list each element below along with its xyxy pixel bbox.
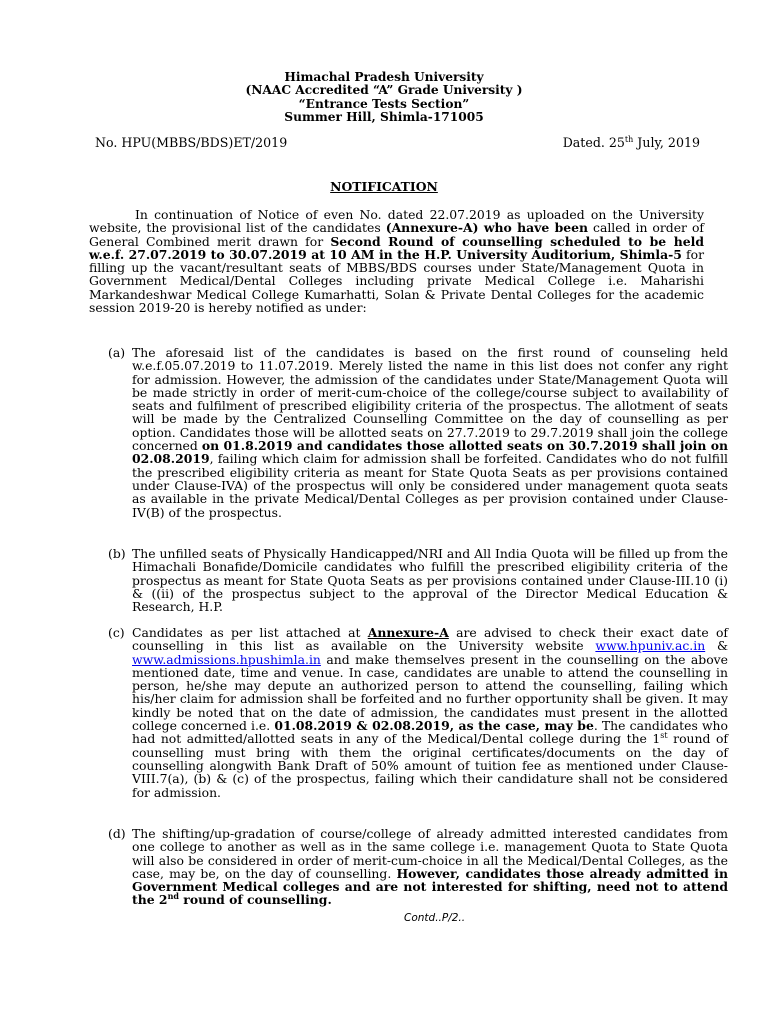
clause-d: (d) The shifting/up-gradation of course/college of already admitted interested candidates from one college to another as well as in the same college i.e. management Quota to State Quota will also be considered in order of merit-cum-choice in all the Medical/Dental Colleges, as the case, may be, on the day of counselling. However, candidates those already admitted in Government Medical colleges and are not interested for shifting, need not to attend the 2nd round of counselling. [108, 826, 728, 908]
reference-date: Dated. 25th July, 2019 [562, 134, 700, 150]
annexure-reference: Annexure-A [367, 625, 449, 640]
admissions-website-link[interactable]: www.admissions.hpushimla.in [132, 651, 321, 667]
continued-note: Contd..P/2.. [404, 912, 466, 924]
document-title: NOTIFICATION [330, 179, 438, 194]
section-name: “Entrance Tests Section” [298, 96, 470, 111]
hpuniv-website-link[interactable]: www.hpuniv.ac.in [595, 638, 706, 654]
reference-number: No. HPU(MBBS/BDS)ET/2019 [95, 135, 288, 150]
address-line: Summer Hill, Shimla-171005 [284, 109, 484, 124]
university-name: Himachal Pradesh University [284, 70, 484, 84]
clause-c-label: (c) [108, 625, 125, 640]
clause-a: (a) The aforesaid list of the candidates is based on the first round of counseling held w.e.f.05.07.2019 to 11.07.2019. Merely listed the name in this list does not confer any right for admission. However, the admission of the candidates under State/Management Quota will be made strictly in order of merit-cum-choice of the college/course subject to availability of seats and fulfilment of prescribed eligibility criteria of the prospectus. The allotment of seats will be made by the Centralized Counselling Committee on the day of counselling as per option. Candidates those will be allotted seats on 27.7.2019 to 29.7.2019 shall join the college concerned on 01.8.2019 and candidates those allotted seats on 30.7.2019 shall join on 02.08.2019, failing which claim for admission shall be forfeited. Candidates who do not fulfill the prescribed eligibility criteria as meant for State Quota Seats as per provisions contained under Clause-IVA) of the prospectus will only be considered under management quota seats as available in the private Medical/Dental Colleges as per provision contained under Clause-IV(B) of the prospectus. [108, 345, 729, 520]
clause-b: (b) The unfilled seats of Physically Handicapped/NRI and All India Quota will be filled up from the Himachali Bonafide/Domicile candidates who fulfill the prescribed eligibility criteria of the prospectus as meant for State Quota Seats as per provisions contained under Clause-III.10 (i) & ((ii) of the prospectus subject to the approval of the Director Medical Education & Research, H.P. [108, 546, 728, 615]
clause-d-label: (d) [108, 826, 126, 841]
clause-c: (c) Candidates as per list attached at Annexure-A are advised to check their exact date of counselling in this list as available on the University website www.hpuniv.ac.in & www.admissions.hpushimla.in and make themselves present in the counselling on the above mentioned date, time and venue. In case, candidates are unable to attend the counselling in person, he/she may depute an authorized person to attend the counselling, failing which his/her claim for admission shall be forfeited and no further opportunity shall be given. It may kindly be noted that on the date of admission, the candidates must present in the allotted college concerned i.e. 01.08.2019 & 02.08.2019, as the case, may be. The candidates who had not admitted/allotted seats in any of the Medical/Dental college during the 1st round of counselling must bring with them the original certificates/documents on the day of counselling alongwith Bank Draft of 50% amount of tuition fee as mentioned under Clause-VIII.7(a), (b) & (c) of the prospectus, failing which their candidature shall not be considered for admission. [108, 625, 728, 800]
clause-a-label: (a) [108, 345, 126, 360]
intro-paragraph: In continuation of Notice of even No. dated 22.07.2019 as uploaded on the University website, the provisional list of the candidates (Annexure-A) who have been called in order of General Combined merit drawn for Second Round of counselling scheduled to be held w.e.f. 27.07.2019 to 30.07.2019 at 10 AM in the H.P. University Auditorium, Shimla-5 for filling up the vacant/resultant seats of MBBS/BDS courses under State/Management Quota in Government Medical/Dental Colleges including private Medical College i.e. Maharishi Markandeshwar Medical College Kumarhatti, Solan & Private Dental Colleges for the academic session 2019-20 is hereby notified as under: [89, 207, 704, 316]
accreditation-line: (NAAC Accredited “A” Grade University ) [245, 83, 523, 98]
clause-b-label: (b) [108, 546, 126, 561]
letterhead [0, 71, 768, 124]
